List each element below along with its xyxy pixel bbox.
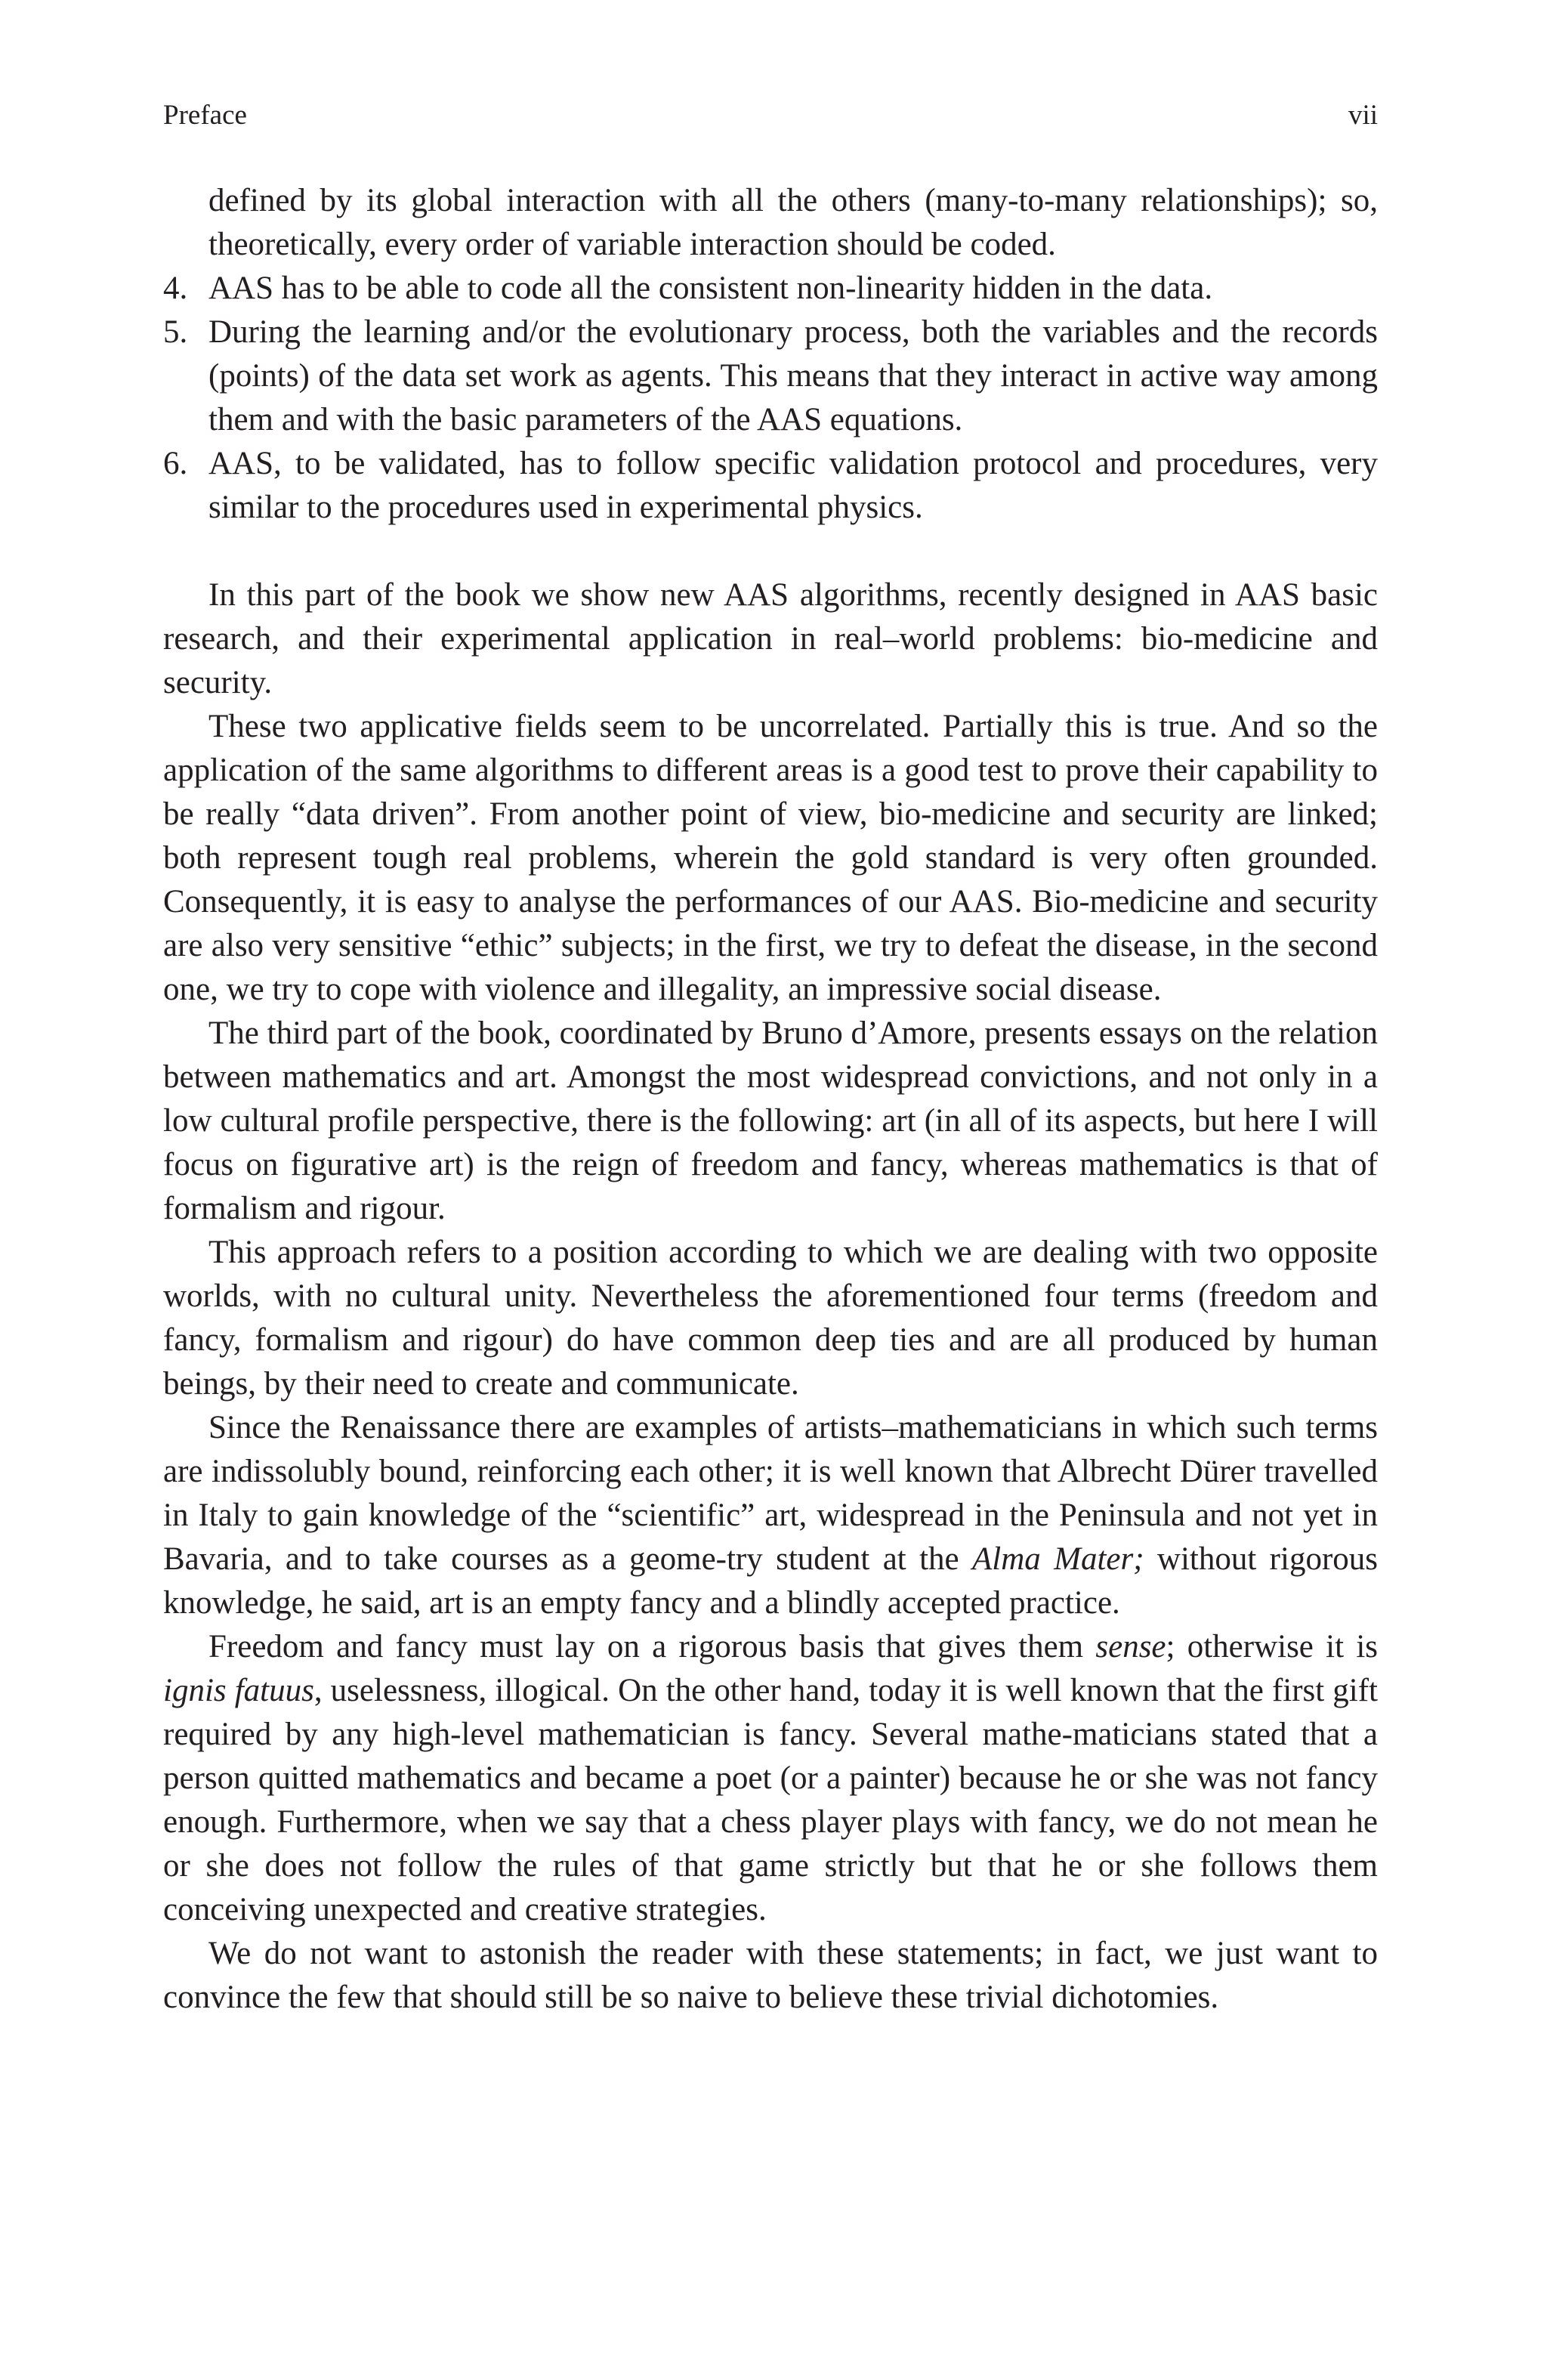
paragraph-text: Freedom and fancy must lay on a rigorous basis that gives them	[208, 1629, 1096, 1664]
paragraph	[163, 1625, 1378, 1932]
paragraph-text: ; otherwise it is	[1166, 1629, 1378, 1664]
paragraph: In this part of the book we show new AAS algorithms, recently designed in AAS basic research, and their experimental application in real–world problems: bio-medicine and security.	[163, 577, 1378, 700]
list-item-text: AAS, to be validated, has to follow specific validation protocol and procedures, very similar to the procedures used in experimental physics.	[208, 446, 1378, 525]
list-item-continuation: defined by its global interaction with all the others (many-to-many relationships); so, theoretically, every order of variable interaction should be coded.	[208, 183, 1378, 262]
numbered-list	[163, 267, 1378, 530]
list-item	[163, 442, 1378, 530]
list-item-number: 4.	[163, 270, 188, 306]
italic-text: ignis fatuus	[163, 1673, 314, 1708]
paragraph-text: without rigorous knowledge, he said, art is an empty fancy and a blindly accepted practice.	[163, 1541, 1378, 1621]
paragraph	[163, 1406, 1378, 1625]
paragraph-text: , uselessness, illogical. On the other hand, today it is well known that the first gift required by any high-level mathematician is fancy. Several mathe-maticians stated that a person quitted mathematics and became a poet (or a painter) because he or she was not fancy enough. Furthermore, when we say that a chess player plays with fancy, we do not mean he or she does not follow the rules of that game strictly but that he or she follows them conceiving unexpected and creative strategies.	[163, 1673, 1378, 1927]
italic-text: sense	[1095, 1629, 1166, 1664]
italic-text: Alma Mater;	[972, 1541, 1144, 1577]
list-item-number: 5.	[163, 314, 188, 350]
paragraph: We do not want to astonish the reader with these statements; in fact, we just want to convince the few that should still be so naive to believe these trivial dichotomies.	[163, 1936, 1378, 2015]
list-item	[163, 267, 1378, 311]
running-head-title: Preface	[163, 100, 247, 131]
running-head	[163, 97, 1378, 134]
paragraph: These two applicative fields seem to be uncorrelated. Partially this is true. And so the application of the same algorithms to different areas is a good test to prove their capability to be really “data driven”. From another point of view, bio-medicine and security are linked; both represent tough real problems, wherein the gold standard is very often grounded. Consequently, it is easy to analyse the performances of our AAS. Bio-medicine and security are also very sensitive “ethic” subjects; in the first, we try to defeat the disease, in the second one, we try to cope with violence and illegality, an impressive social disease.	[163, 709, 1378, 1007]
page-number: vii	[1348, 100, 1378, 131]
list-item	[163, 311, 1378, 442]
paragraph: The third part of the book, coordinated by Bruno d’Amore, presents essays on the relation between mathematics and art. Amongst the most widespread convictions, and not only in a low cultural profile perspective, there is the following: art (in all of its aspects, but here I will focus on figurative art) is the reign of freedom and fancy, whereas mathematics is that of formalism and rigour.	[163, 1015, 1378, 1226]
paragraph: This approach refers to a position according to which we are dealing with two opposite worlds, with no cultural unity. Nevertheless the aforementioned four terms (freedom and fancy, formalism and rigour) do have common deep ties and are all produced by human beings, by their need to create and communicate.	[163, 1235, 1378, 1402]
body-text	[163, 179, 1378, 2020]
paragraph-text: Since the Renaissance there are examples of artists–mathematicians in which such terms are indissolubly bound, reinforcing each other; it is well known that Albrecht Dürer travelled in Italy to gain knowledge of the “scientific” art, widespread in the Peninsula and not yet in Bavaria, and to take courses as a geome-try student at the	[163, 1410, 1378, 1577]
list-item-number: 6.	[163, 446, 188, 481]
page	[163, 0, 1378, 2380]
list-item-text: During the learning and/or the evolutionary process, both the variables and the records (points) of the data set work as agents. This means that they interact in active way among them and with the basic parameters of the AAS equations.	[208, 314, 1378, 437]
list-item-text: AAS has to be able to code all the consistent non-linearity hidden in the data.	[208, 270, 1213, 306]
